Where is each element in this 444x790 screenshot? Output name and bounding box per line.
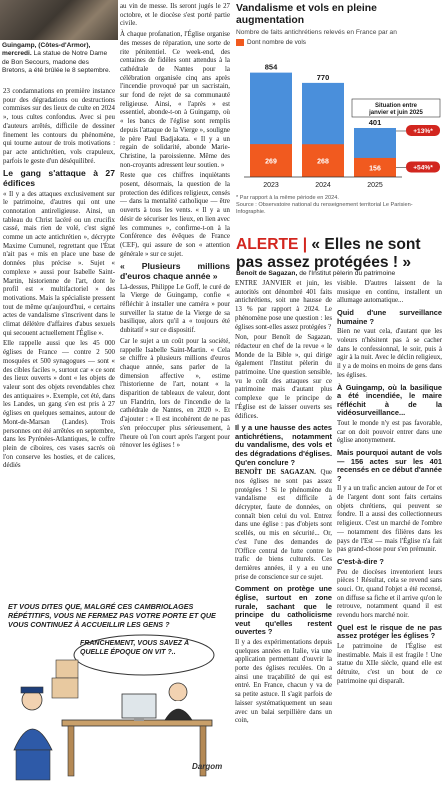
article-column-left — [3, 88, 115, 473]
article-paragraph: 23 condamnations en première instance pour des dégradations ou destructions commises sur des lieux de culte en 2024 », tous cultes confondus. Avec si peu d'auteurs arrêtés, difficile de dessiner finement les contours du phénomène, qui tourne autour de trois motivations : par acte antichrétien, vols crapuleux, parfois le geste d'un déséquilibré. — [3, 88, 115, 165]
cartoon-caption: ET VOUS DITES QUE, MALGRÉ CES CAMBRIOLAGES RÉPÉTITIFS, VOUS NE FERMEZ PAS VOTRE PORTE ET QUE VOUS CONTINUEZ À ACCUEILLIR LES GENS ? — [8, 602, 216, 629]
article-subheading: « Plusieurs millions d'euros chaque année » — [120, 261, 230, 281]
headline-kicker: ALERTE | — [236, 236, 308, 253]
total-value-label: 401 — [368, 117, 382, 127]
callout-text: Situation entre — [374, 103, 418, 109]
interview-answer: visible. D'autres laissent de la musique en continu, installent un allumage automatique... — [337, 280, 442, 305]
cartoonist-signature: Dargom — [192, 762, 223, 771]
infographic — [236, 3, 442, 231]
thefts-value-label: 156 — [369, 165, 381, 173]
interview-answer: Le patrimoine de l'Église est inestimable. Mais il est fragile ! Une statue du XIIe siècle, quand elle est détruite, c'est un bout de ce patrimoine qui disparaît. — [337, 643, 442, 685]
interview-answer: Tout le monde n'y est pas favorable, car on doit pouvoir entrer dans une église anonymement. — [337, 419, 442, 445]
change-thefts-label: +54%* — [413, 164, 433, 172]
chart-subtitle: Nombre de faits antichrétiens relevés en France par an — [236, 29, 397, 36]
thefts-value-label: 269 — [265, 158, 277, 166]
interview-question: À Guingamp, où la basilique a été incendiée, le maire réfléchit à de la vidéosurveillance... — [337, 382, 442, 418]
chart-title: Vandalisme et vols en pleine augmentation — [236, 3, 377, 26]
interview-answer — [235, 469, 332, 582]
article-paragraph: « Il y a des attaques exclusivement sur le patrimoine, d'autres qui ont une connotation antireligieuse. Ainsi, un tableau du Christ lacéré ou un crucifix cassé, mais rien de volé, c'est signé comme un acte antichrétien », décrypte Maxime Cumunel, regrettant que l'État n'ait pas « mis en place une base de données plus précise ». Sujet « complexe » aussi pour Isabelle Saint-Martin, historienne de l'art, dont le profil est « multifactoriel » des motivations. Mais la spécialiste pressent tout de même qu'aujourd'hui, « certains actes de vandalisme s'inscrivent dans le climat délétère d'affaires d'abus sexuels qui secouent actuellement l'Église ». — [3, 190, 115, 337]
caption-place: Guingamp, (Côtes-d'Armor), mercredi. — [2, 42, 91, 58]
interview-question: Quel est le risque de ne pas assez protéger les églises ? — [337, 622, 442, 641]
chart-footnote: * Par rapport à la même période en 2024. — [236, 195, 339, 201]
article-subheading: Le gang s'attaque à 27 édifices — [3, 168, 115, 188]
x-tick-label: 2025 — [367, 182, 383, 189]
cartoon-speech-bubble: FRANCHEMENT, VOUS SAVEZ À QUELLE ÉPOQUE ON VIT ?.. — [80, 640, 190, 656]
callout-text: janvier et juin 2025 — [369, 110, 423, 116]
article-paragraph: À chaque profanation, l'Église organise des messes de réparation, une sorte de rite pénitentiel. Ce week-end, des centaines de fidèles sont attendus à la cathédrale de Nantes pour la célébration organisée cinq ans après l'incendie provoqué par un sacristain, sur fond de rejet de sa communauté religieuse. Ainsi, « l'après » est essentiel, abonde-t-on à Guingamp, où « les bancs de l'église sont remplis depuis l'attaque de la Vierge », souligne le père Paul Badjakata. « Il y a un regain de solidarité, abonde Marie-Christine, la paroissienne. Même des non-croyants adressent leur soutien. » — [120, 31, 230, 169]
interviewee-name: BENOÎT DE SAGAZAN. — [235, 469, 316, 477]
interview-question: Quid d'une surveillance humaine ? — [337, 308, 442, 326]
interview-question: C'est-à-dire ? — [337, 557, 384, 566]
total-value-label: 854 — [264, 62, 278, 72]
article-paragraph: Elle rappelle aussi que les 45 000 églises de France — contre 2 500 mosquées et 500 synagogues — sont « des cibles faciles », surtout car « ce sont des lieux ouverts » dont « les objets de valeur sont des objets revendables chez des antiquaires ». Exemple, cet été, dans les Landes, un gang s'en est pris à 27 églises en quelques semaines, autour de Mont-de-Marsan (Landes). Trois personnes ont été arrêtées en septembre, dans les Pyrénées-Atlantiques, le coffre plein de ciboires, ces vases sacrés où l'on conserve les hosties, et de calices, dédiés — [3, 340, 115, 470]
article-column-middle — [120, 3, 230, 453]
interview-paragraph: ENTRE JANVIER et juin, les autorités ont dénombré 401 faits antichrétiens, soit une hausse de 13 % par rapport à 2024. Le phénomène pose une question : les églises sont-elles assez protégées ? — [235, 280, 332, 331]
x-tick-label: 2023 — [263, 182, 279, 189]
article-paragraph: Là-dessus, Philippe Le Goff, le curé de la Vierge de Guingamp, confie « réfléchir à installer une caméra » pour surveiller la statue de la Vierge de sa basilique, alors qu'il a « toujours été dubitatif » sur ce dispositif. — [120, 283, 230, 335]
x-tick-label: 2024 — [315, 182, 331, 189]
thefts-value-label: 268 — [317, 158, 329, 166]
article-paragraph: Reste que ces chiffres inquiètants posent, désormais, la question de la protection des édifices religieux, censés — dans la mentalité catholique — être ouverts à tous les vents. « Il y a un désir de sécuriser les lieux, en lien avec les communes », confirme-t-on à la Conférence des évêques de France (CEF), qui assure de son « attention générale » sur ce sujet. — [120, 172, 230, 258]
total-value-label: 770 — [316, 72, 330, 82]
article-paragraph: au vin de messe. Ils seront jugés le 27 octobre, et le diocèse s'est porté partie civile. — [120, 3, 230, 28]
caption-text: La statue de Notre Dame de Bon Secours, madone des Bretons, a été brûlée le 8 septembre. — [2, 50, 111, 75]
interview-answer: Il y a des expérimentations depuis quelques années en Italie, via une application permettant d'ouvrir la porte des églises reculées. On a ainsi une traçabilité de qui est entré. En France, chacun y va de sa petite astuce. Il s'agit parfois de laisser systématiquement un seau avec un balai serpillière dans un coin, — [235, 638, 332, 725]
news-photo — [0, 0, 118, 40]
headline-text: « Elles ne sont pas assez protégées ! » — [236, 236, 421, 271]
interview-paragraph: Non, pour Benoît de Sagazan, rédacteur en chef de la revue « le Monde de la Bible », qui dirige également l'Institut pèlerin du patrimoine. Une question sensible, vu le coût des attaques sur ce patrimoine mais d'autant plus complexe que le principe de l'Église est de laisser ouverts ses édifices. — [235, 334, 332, 420]
interview-question: Il y a une hausse des actes antichrétiens, notamment du vandalisme, des vols et des dégradations d'églises. Qu'en conclure ? — [235, 423, 332, 467]
byline-name: Benoît de Sagazan, — [236, 270, 298, 277]
chart-source: Source : Observatoire national du renseignement territorial Le Parisien-Infographie. — [236, 202, 413, 215]
change-total-label: +13%* — [413, 127, 433, 135]
byline — [236, 270, 442, 277]
article-paragraph: Car le sujet a un coût pour la société, rappelle Isabelle Saint-Martin. « Cela se chiffre à plusieurs millions d'euros chaque année, sans parler de la dimension affective », estime l'historienne de l'art, notant « la disparition de tableaux de valeur, dont un Flandrin, lors de l'incendie de la cathédrale de Nantes, en 2020 ». Et d'ajouter : « Il est incohérent de ne pas s'en préoccuper plus sérieusement, à l'heure où l'on court après l'argent pour rénover les églises ! » — [120, 337, 230, 450]
interview-answer: Peu de diocèses inventorient leurs pièces ! Résultat, cela se revend sans souci. Or, quand l'objet a été recensé, on diffuse sa fiche et il arrive qu'on le retrouve, notamment quand il est revendu hors marché noir. — [337, 568, 442, 620]
photo-caption — [2, 42, 114, 76]
interview-column-1 — [235, 280, 332, 728]
bar-chart — [236, 43, 442, 193]
answer-text: Que nos églises ne sont pas assez protégées ! Si le phénomène du vandalisme est difficile à décrypter, faute de données, on connaît bien celui du vol. Entrez dans une église : pas d'objets sont scellés, ou mis en sécurité... Or, c'est l'une des demandes de l'Office central de lutte contre le trafic de biens culturels. Ces dernières années, il y a eu une prise de conscience sur ce sujet. — [235, 469, 332, 581]
interview-question: Comment on protège une église, surtout en zone rurale, sachant que le principe du catholicisme veut qu'elles restent ouvertes ? — [235, 584, 332, 637]
interview-column-2 — [337, 280, 442, 689]
byline-role: de l'Institut pèlerin du patrimoine — [299, 270, 396, 277]
interview-answer: Bien ne vaut cela, d'autant que les voleurs n'hésitent pas à se cacher dans le confessionnal, le soir, puis à agir à la nuit. Avec le déclin religieux, il y a de moins en moins de gens dans les églises. — [337, 328, 442, 379]
interview-answer: Il y a un trafic ancien autour de l'or et de l'argent dont sont faits certains objets chrétiens, qui peuvent se fondre. Il a aussi des collectionneurs religieux. C'est un marché de l'ombre — notamment des filières dans les pays de l'Est — mais l'Église n'a fait pas grand-chose pour s'en prémunir. — [337, 485, 442, 554]
chart-footnotes — [236, 195, 442, 216]
legend-label: Dont nombre de vols — [247, 39, 306, 46]
interview-question: Mais pourquoi autant de vols — 156 actes sur les 401 recensés en ce début d'année ? — [337, 448, 442, 483]
interview-headline — [236, 236, 442, 272]
